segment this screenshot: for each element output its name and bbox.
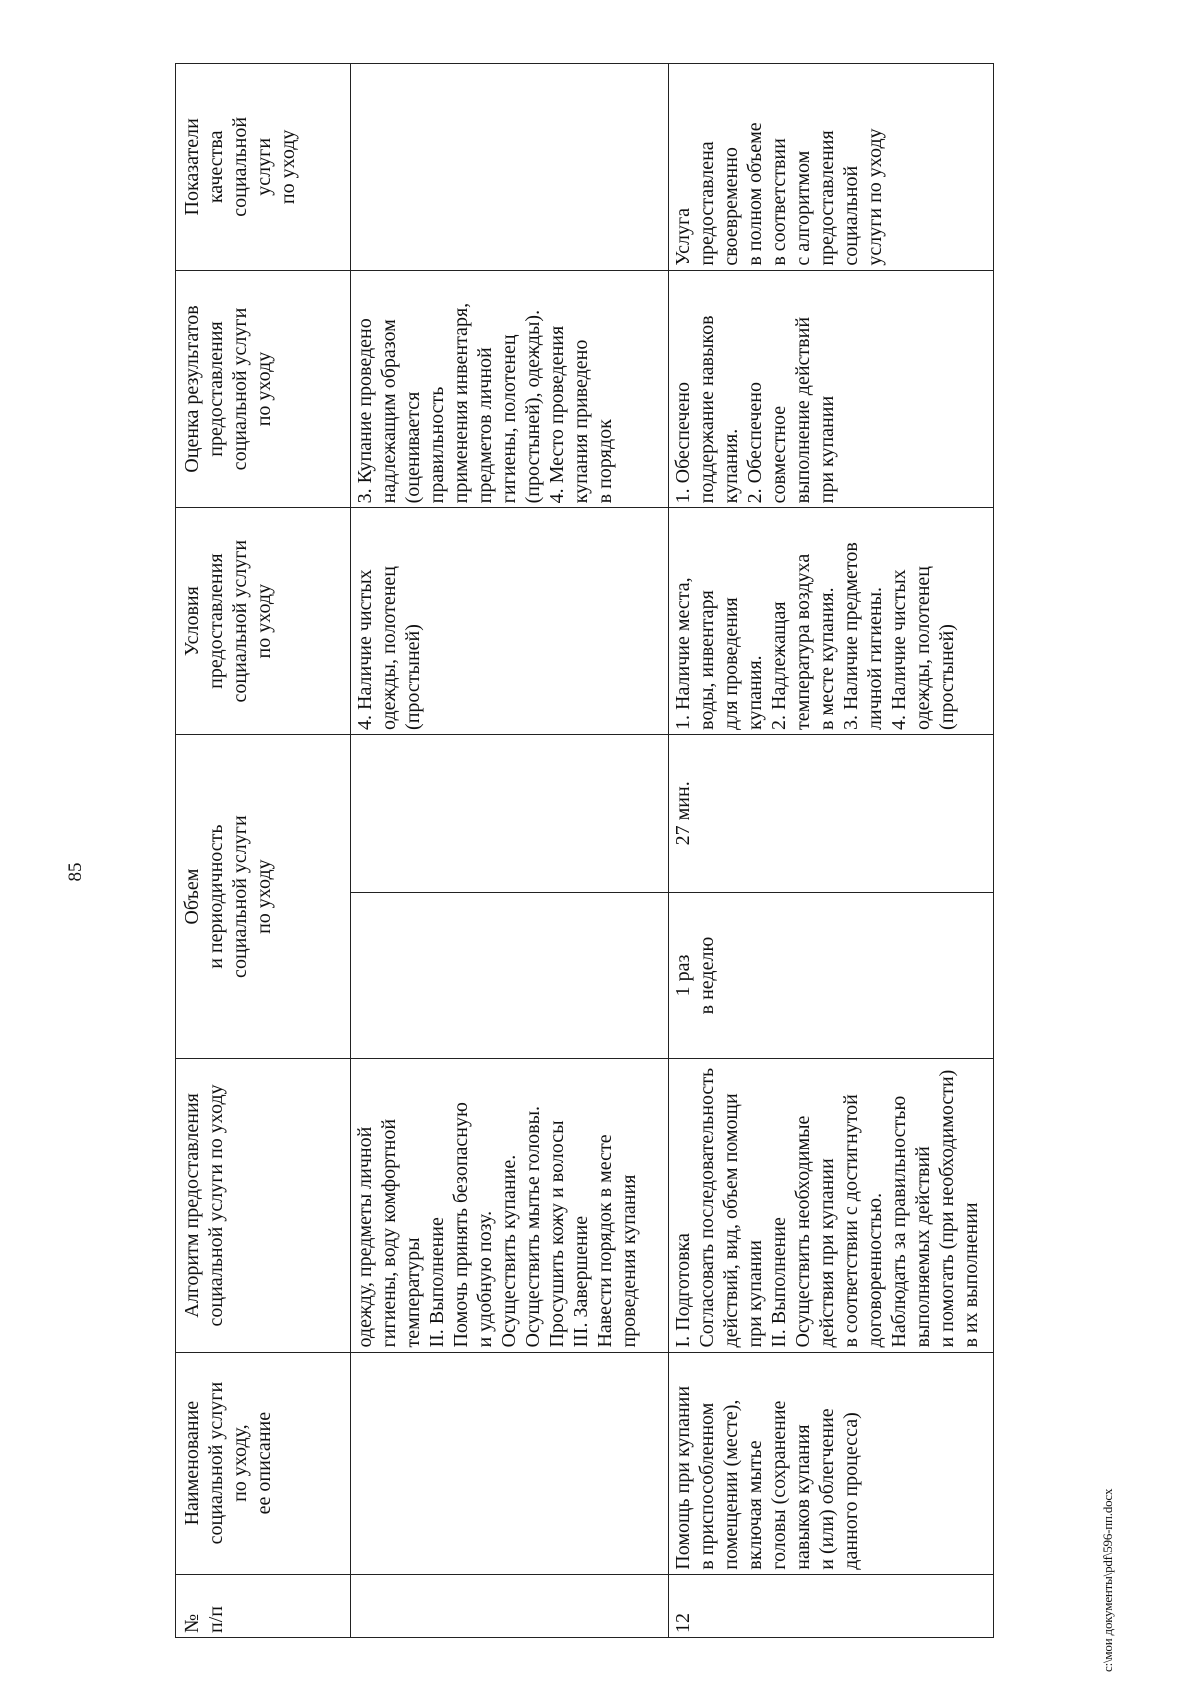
text-line: помещении (месте), <box>720 1399 742 1570</box>
text-line: в неделю <box>696 936 718 1015</box>
text-line: социальной <box>840 165 862 266</box>
text-line: социальной услуги <box>229 307 251 471</box>
text-line: проведения купания <box>618 1174 640 1348</box>
text-line: одежду, предметы личной <box>354 1126 376 1348</box>
text-line: и удобную позу. <box>474 1210 496 1348</box>
text-line: в месте купания. <box>816 587 838 730</box>
row-number <box>351 1574 669 1637</box>
text-line: Оценка результатов <box>181 305 203 473</box>
header-evaluation <box>176 270 351 508</box>
text-line: социальной услуги по уходу <box>205 1084 227 1327</box>
text-line: в соответствии <box>768 138 790 266</box>
header-algorithm <box>176 1059 351 1352</box>
text-line: (простыней) <box>936 624 958 730</box>
duration-cell <box>351 734 669 892</box>
text-line: Наименование <box>181 1400 203 1526</box>
table-row <box>669 64 994 1638</box>
text-line: личной гигиены. <box>864 586 886 730</box>
text-line: купания. <box>744 655 766 730</box>
text-line: выполнение действий <box>792 316 814 504</box>
text-line: совместное <box>768 405 790 504</box>
text-line: социальной услуги <box>205 1381 227 1545</box>
social-services-table <box>175 63 994 1638</box>
footer-file-path: c:\мои документы\pdf\596-пп.docx <box>1100 1488 1115 1672</box>
text-line: выполняемых действий <box>912 1146 934 1348</box>
text-line: применения инвентаря, <box>450 302 472 504</box>
text-line: 4. Наличие чистых <box>354 569 376 730</box>
text-line: по уходу <box>253 859 275 934</box>
text-line: одежды, полотенец <box>912 565 934 730</box>
text-line: социальной <box>229 116 251 217</box>
text-line: Показатели <box>181 118 203 216</box>
text-line: I. Подготовка <box>672 1233 694 1348</box>
text-line: данного процесса) <box>840 1412 862 1570</box>
text-line: и периодичность <box>205 824 227 969</box>
text-line: действия при купании <box>816 1158 838 1348</box>
text-line: (простыней) <box>402 624 424 730</box>
text-line: III. Завершение <box>570 1215 592 1348</box>
service-name-cell <box>669 1352 994 1574</box>
text-line: (оценивается <box>402 391 424 504</box>
text-line: предметов личной <box>474 347 496 504</box>
text-line: температура воздуха <box>792 553 814 730</box>
text-line: 4. Место проведения <box>546 325 568 504</box>
text-line: по уходу <box>253 583 275 659</box>
text-line: договоренностью. <box>864 1192 886 1348</box>
text-line: Осуществить купание. <box>498 1154 520 1348</box>
text-line: Согласовать последовательность <box>696 1067 718 1348</box>
header-conditions <box>176 508 351 735</box>
text-line: воды, инвентаря <box>696 590 718 730</box>
text-line: и помогать (при необходимости) <box>936 1069 958 1348</box>
text-line: поддержание навыков <box>696 315 718 504</box>
frequency-cell <box>351 892 669 1059</box>
text-line: услуги по уходу <box>864 128 886 266</box>
text-line: для проведения <box>720 597 742 730</box>
algorithm-cell <box>669 1059 994 1352</box>
text-line: купания приведено <box>570 339 592 504</box>
text-line: услуги <box>253 137 275 196</box>
text-line: в соответствии с достигнутой <box>840 1094 862 1348</box>
text-line: 2. Надлежащая <box>768 601 790 730</box>
text-line: социальной услуги <box>229 539 251 703</box>
conditions-cell <box>351 508 669 735</box>
text-line: своевременно <box>720 147 742 266</box>
text-line: включая мытье <box>744 1440 766 1570</box>
text-line: Осуществить необходимые <box>792 1115 814 1348</box>
frequency-cell <box>669 892 994 1059</box>
text-line: 1 раз <box>672 954 694 997</box>
text-line: гигиены, полотенец <box>498 334 520 504</box>
text-line: II. Выполнение <box>768 1217 790 1348</box>
text-line: 4. Наличие чистых <box>888 569 910 730</box>
text-line: предоставления <box>205 321 227 457</box>
text-line: № <box>181 1613 203 1633</box>
text-line: (простыней), одежды). <box>522 309 544 504</box>
text-line: в их выполнении <box>960 1202 982 1348</box>
evaluation-cell <box>351 270 669 508</box>
text-line: социальной услуги <box>229 815 251 978</box>
text-line: II. Выполнение <box>426 1217 448 1348</box>
text-line: 1. Наличие места, <box>672 577 694 730</box>
text-line: навыков купания <box>792 1424 814 1570</box>
table-row <box>351 64 669 1638</box>
text-line: 3. Купание проведено <box>354 318 376 504</box>
text-line: при купании <box>816 395 838 504</box>
text-line: в приспособленном <box>696 1402 718 1570</box>
page-number: 85 <box>65 862 86 882</box>
text-line: гигиены, воду комфортной <box>378 1118 400 1348</box>
text-line: предоставлена <box>696 141 718 266</box>
text-line: предоставления <box>205 553 227 689</box>
text-line: Наблюдать за правильностью <box>888 1095 910 1348</box>
text-line: предоставления <box>816 130 838 266</box>
text-line: по уходу <box>253 351 275 427</box>
text-line: Просушить кожу и волосы <box>546 1120 568 1348</box>
quality-cell <box>351 64 669 271</box>
text-line: Условия <box>181 586 203 657</box>
text-line: 3. Наличие предметов <box>840 542 862 730</box>
header-number <box>176 1574 351 1637</box>
algorithm-cell <box>351 1059 669 1352</box>
text-line: п/п <box>205 1606 227 1633</box>
text-line: головы (сохранение <box>768 1400 790 1570</box>
text-line: при купании <box>744 1240 766 1348</box>
text-line: в полном объеме <box>744 122 766 266</box>
text-line: 2. Обеспечено <box>744 382 766 504</box>
text-line: по уходу <box>277 129 299 205</box>
text-line: действий, вид, объем помощи <box>720 1093 742 1348</box>
text-line: Алгоритм предоставления <box>181 1093 203 1318</box>
header-quality <box>176 64 351 271</box>
duration-cell: 27 мин. <box>669 734 994 892</box>
text-line: 1. Обеспечено <box>672 382 694 504</box>
header-volume-frequency <box>176 734 351 1058</box>
text-line: в порядок <box>594 419 616 504</box>
text-line: и (или) облегчение <box>816 1408 838 1570</box>
text-line: Услуга <box>672 207 694 266</box>
text-line: Объем <box>181 868 203 925</box>
header-service-name <box>176 1352 351 1574</box>
text-line: качества <box>205 130 227 204</box>
text-line: надлежащим образом <box>378 319 400 504</box>
text-line: с алгоритмом <box>792 150 814 266</box>
text-line: правильность <box>426 386 448 504</box>
text-line: Навести порядок в месте <box>594 1134 616 1348</box>
text-line: одежды, полотенец <box>378 565 400 730</box>
text-line: Осуществить мытье головы. <box>522 1105 544 1348</box>
service-name-cell <box>351 1352 669 1574</box>
text-line: купания. <box>720 428 742 504</box>
rotated-page-content <box>0 47 1170 1697</box>
text-line: Помочь принять безопасную <box>450 1102 472 1348</box>
table-header-row <box>176 64 351 1638</box>
conditions-cell <box>669 508 994 735</box>
text-line: по уходу, <box>229 1424 251 1502</box>
quality-cell <box>669 64 994 271</box>
text-line: температуры <box>402 1237 424 1348</box>
row-number: 12 <box>669 1574 994 1637</box>
text-line: Помощь при купании <box>672 1385 694 1570</box>
evaluation-cell <box>669 270 994 508</box>
text-line: ее описание <box>253 1411 275 1515</box>
